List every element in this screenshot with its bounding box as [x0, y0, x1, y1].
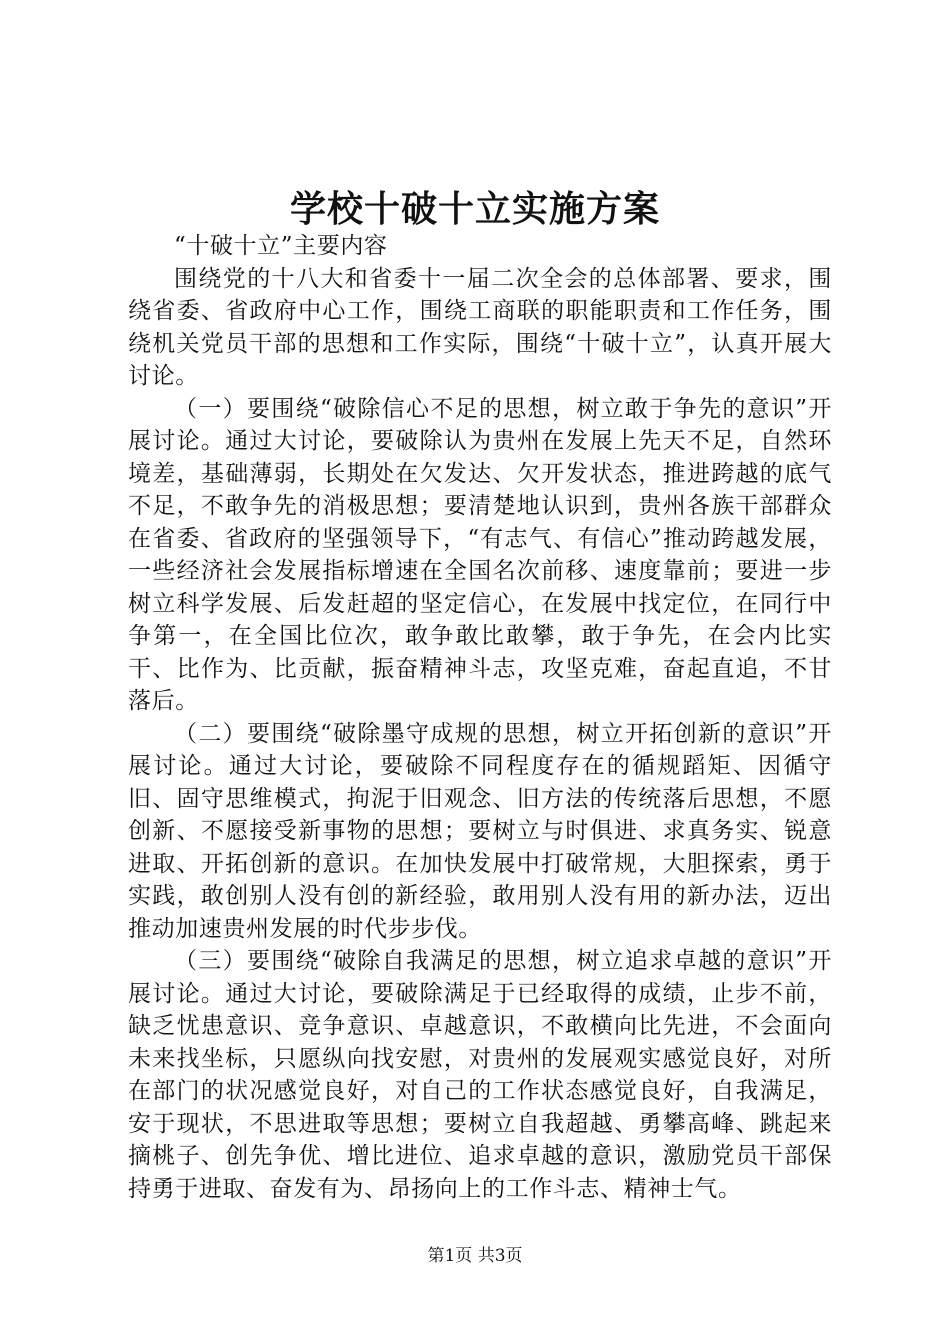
- page-footer: 第1页 共3页: [427, 1246, 523, 1266]
- paragraph-item-1: （一）要围绕“破除信心不足的思想，树立敢于争先的意识”开展讨论。通过大讨论，要破除认为贵州在发展上先天不足，自然环境差，基础薄弱，长期处在欠发达、欠开发状态，推进跨越的底气不足，不敢争先的消极思想；要清楚地认识到，贵州各族干部群众在省委、省政府的坚强领导下，“有志气、有信心”推动跨越发展，一些经济社会发展指标增速在全国名次前移、速度靠前；要进一步树立科学发展、后发赶超的坚定信心，在发展中找定位，在同行中争第一，在全国比位次，敢争敢比敢攀，敢于争先，在会内比实干、比作为、比贡献，振奋精神斗志，攻坚克难，奋起直追，不甘落后。: [128, 395, 832, 714]
- document-title: 学校十破十立实施方案: [289, 188, 660, 230]
- section-heading: “十破十立”主要内容: [174, 233, 388, 259]
- paragraph-intro: 围绕党的十八大和省委十一届二次全会的总体部署、要求，围绕省委、省政府中心工作，围绕工商联的职能职责和工作任务，围绕机关党员干部的思想和工作实际，围绕“十破十立”，认真开展大讨论。: [128, 265, 832, 389]
- paragraph-item-2: （二）要围绕“破除墨守成规的思想，树立开拓创新的意识”开展讨论。通过大讨论，要破除不同程度存在的循规蹈矩、因循守旧、固守思维模式，拘泥于旧观念、旧方法的传统落后思想，不愿创新、不愿接受新事物的思想；要树立与时俱进、求真务实、锐意进取、开拓创新的意识。在加快发展中打破常规，大胆探索，勇于实践，敢创别人没有创的新经验，敢用别人没有用的新办法，迈出推动加速贵州发展的时代步步伐。: [128, 720, 832, 942]
- paragraph-item-3: （三）要围绕“破除自我满足的思想，树立追求卓越的意识”开展讨论。通过大讨论，要破除满足于已经取得的成绩，止步不前，缺乏忧患意识、竞争意识、卓越意识，不敢横向比先进，不会面向未来找坐标，只愿纵向找安慰，对贵州的发展观实感觉良好，对所在部门的状况感觉良好，对自己的工作状态感觉良好，自我满足，安于现状，不思进取等思想；要树立自我超越、勇攀高峰、跳起来摘桃子、创先争优、增比进位、追求卓越的意识，激励党员干部保持勇于进取、奋发有为、昂扬向上的工作斗志、精神士气。: [128, 948, 832, 1202]
- document-body: [128, 230, 832, 1205]
